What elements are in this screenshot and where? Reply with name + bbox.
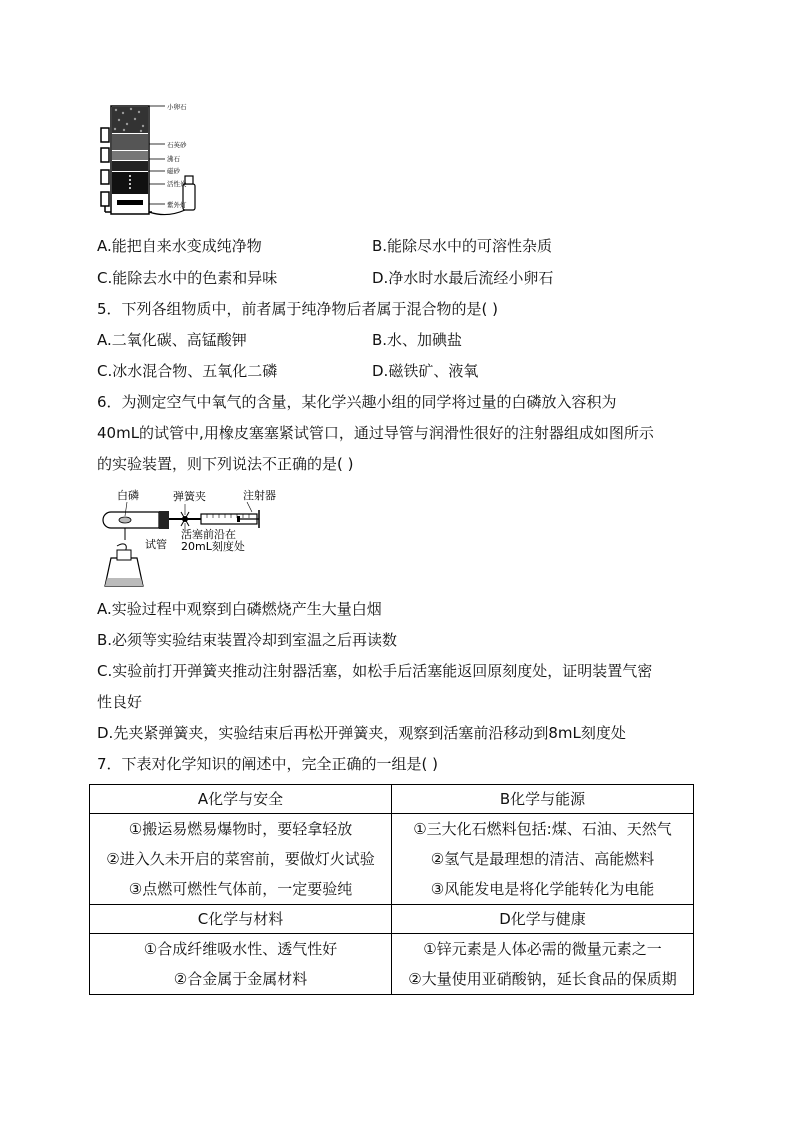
q4-option-b: B.能除尽水中的可溶性杂质 xyxy=(372,237,553,255)
q7-stem: 7．下表对化学知识的阐述中，完全正确的一组是( ) xyxy=(97,755,439,773)
table-cell-a xyxy=(90,814,392,905)
table-cell-b xyxy=(392,814,694,905)
knowledge-table xyxy=(89,784,694,995)
q6-option-b: B.必须等实验结束装置冷却到室温之后再读数 xyxy=(97,631,398,649)
q5-stem: 5．下列各组物质中，前者属于纯净物后者属于混合物的是( ) xyxy=(97,300,499,318)
q5-option-d: D.磁铁矿、液氧 xyxy=(372,362,479,380)
table-header-c: C化学与材料 xyxy=(90,905,392,934)
q6-stem-line-2: 40mL的试管中,用橡皮塞塞紧试管口，通过导管与润滑性很好的注射器组成如图所示 xyxy=(97,424,654,442)
q6-option-d: D.先夹紧弹簧夹，实验结束后再松开弹簧夹，观察到活塞前沿移动到8mL刻度处 xyxy=(97,724,626,742)
table-item: ②大量使用亚硝酸钠，延长食品的保质期 xyxy=(408,970,677,988)
table-item: ②进入久未开启的菜窖前，要做灯火试验 xyxy=(106,850,375,868)
label-spring-clip: 弹簧夹 xyxy=(173,490,206,503)
q6-option-a: A.实验过程中观察到白磷燃烧产生大量白烟 xyxy=(97,600,382,618)
table-item: ③风能发电是将化学能转化为电能 xyxy=(430,880,655,898)
q6-stem-line-3: 的实验装置，则下列说法不正确的是( ) xyxy=(97,455,354,473)
label-piston-note-1: 活塞前沿在 xyxy=(181,528,236,541)
q5-option-c: C.冰水混合物、五氧化二磷 xyxy=(97,362,278,380)
filter-label-pebbles: 小卵石 xyxy=(167,103,187,111)
label-syringe: 注射器 xyxy=(243,489,276,502)
filter-label-zeolite: 沸石 xyxy=(167,155,180,163)
q4-option-d: D.净水时水最后流经小卵石 xyxy=(372,269,554,287)
table-item: ②氢气是最理想的清洁、高能燃料 xyxy=(430,850,655,868)
table-item: ①搬运易燃易爆物时，要轻拿轻放 xyxy=(128,820,353,838)
filter-label-uv-lamp: 紫外灯 xyxy=(167,201,187,209)
q4-option-c: C.能除去水中的色素和异味 xyxy=(97,269,278,287)
label-piston-note-2: 20mL刻度处 xyxy=(181,540,245,553)
table-item: ②合金属于金属材料 xyxy=(173,970,308,988)
q6-stem-line-1: 6．为测定空气中氧气的含量，某化学兴趣小组的同学将过量的白磷放入容积为 xyxy=(97,393,617,411)
water-purifier-figure xyxy=(97,100,217,220)
table-cell-c xyxy=(90,934,392,995)
table-item: ①三大化石燃料包括:煤、石油、天然气 xyxy=(413,820,672,838)
table-cell-d xyxy=(392,934,694,995)
table-header-b: B化学与能源 xyxy=(392,785,694,814)
filter-label-magnetite-sand: 磁砂 xyxy=(167,167,180,175)
label-test-tube: 试管 xyxy=(145,538,167,551)
filter-label-quartz-sand: 石英砂 xyxy=(167,141,187,149)
table-item: ③点燃可燃性气体前，一定要验纯 xyxy=(128,880,353,898)
filter-label-activated-carbon: 活性炭 xyxy=(167,180,187,188)
q6-option-c-line-2: 性良好 xyxy=(97,693,143,711)
q5-option-b: B.水、加碘盐 xyxy=(372,331,463,349)
label-white-phosphorus: 白磷 xyxy=(117,489,139,502)
q5-option-a: A.二氧化碳、高锰酸钾 xyxy=(97,331,247,349)
table-item: ①合成纤维吸水性、透气性好 xyxy=(143,940,338,958)
phosphorus-experiment-figure xyxy=(97,488,287,588)
table-item: ①锌元素是人体必需的微量元素之一 xyxy=(423,940,662,958)
q4-option-a: A.能把自来水变成纯净物 xyxy=(97,237,262,255)
q6-option-c-line-1: C.实验前打开弹簧夹推动注射器活塞，如松手后活塞能返回原刻度处，证明装置气密 xyxy=(97,662,653,680)
table-header-a: A化学与安全 xyxy=(90,785,392,814)
table-header-d: D化学与健康 xyxy=(392,905,694,934)
